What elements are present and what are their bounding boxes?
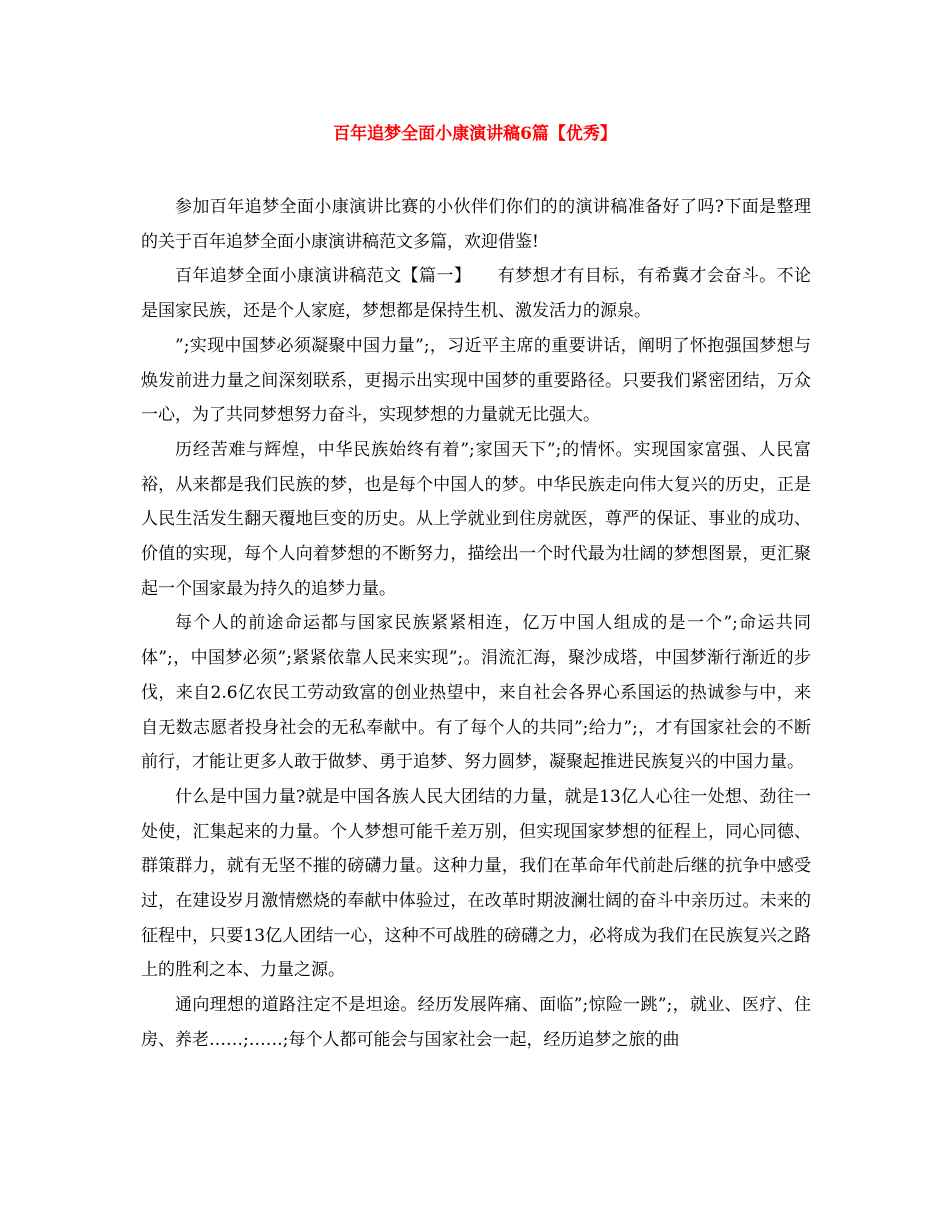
paragraph-intro: 参加百年追梦全面小康演讲比赛的小伙伴们你们的的演讲稿准备好了吗?下面是整理的关于百年追梦全面小康演讲稿范文多篇，欢迎借鉴! xyxy=(141,197,811,252)
document-body xyxy=(141,190,811,1058)
paragraph-4: 每个人的前途命运都与国家民族紧紧相连，亿万中国人组成的是一个”;命运共同体”;，中国梦必须”;紧紧依靠人民来实现”;。涓流汇海，聚沙成塔，中国梦渐行渐近的步伐，来自2.6亿农民工劳动致富的创业热望中，来自社会各界心系国运的热诚参与中，来自无数志愿者投身社会的无私奉献中。有了每个人的共同”;给力”;，才有国家社会的不断前行，才能让更多人敢于做梦、勇于追梦、努力圆梦，凝聚起推进民族复兴的中国力量。 xyxy=(141,613,811,773)
paragraph-5: 什么是中国力量?就是中国各族人民大团结的力量，就是13亿人心往一处想、劲往一处使，汇集起来的力量。个人梦想可能千差万别，但实现国家梦想的征程上，同心同德、群策群力，就有无坚不摧的磅礴力量。这种力量，我们在革命年代前赴后继的抗争中感受过，在建设岁月激情燃烧的奉献中体验过，在改革时期波澜壮阔的奋斗中亲历过。未来的征程中，只要13亿人团结一心，这种不可战胜的磅礴之力，必将成为我们在民族复兴之路上的胜利之本、力量之源。 xyxy=(141,786,811,981)
paragraph-2: ”;实现中国梦必须凝聚中国力量”;，习近平主席的重要讲话，阐明了怀抱强国梦想与焕发前进力量之间深刻联系，更揭示出实现中国梦的重要路径。只要我们紧密团结，万众一心，为了共同梦想努力奋斗，实现梦想的力量就无比强大。 xyxy=(141,335,811,426)
paragraph-6: 通向理想的道路注定不是坦途。经历发展阵痛、面临”;惊险一跳”;，就业、医疗、住房、养老……;……;每个人都可能会与国家社会一起，经历追梦之旅的曲 xyxy=(141,995,811,1050)
page-title: 百年追梦全面小康演讲稿6篇【优秀】 xyxy=(333,124,617,144)
paragraph-1: 百年追梦全面小康演讲稿范文【篇一】 有梦想才有目标，有希冀才会奋斗。不论是国家民族，还是个人家庭，梦想都是保持生机、激发活力的源泉。 xyxy=(141,266,811,322)
paragraph-3: 历经苦难与辉煌，中华民族始终有着”;家国天下”;的情怀。实现国家富强、人民富裕，从来都是我们民族的梦，也是每个中国人的梦。中华民族走向伟大复兴的历史，正是人民生活发生翻天覆地巨变的历史。从上学就业到住房就医，尊严的保证、事业的成功、价值的实现，每个人向着梦想的不断努力，描绘出一个时代最为壮阔的梦想图景，更汇聚起一个国家最为持久的追梦力量。 xyxy=(141,439,811,599)
